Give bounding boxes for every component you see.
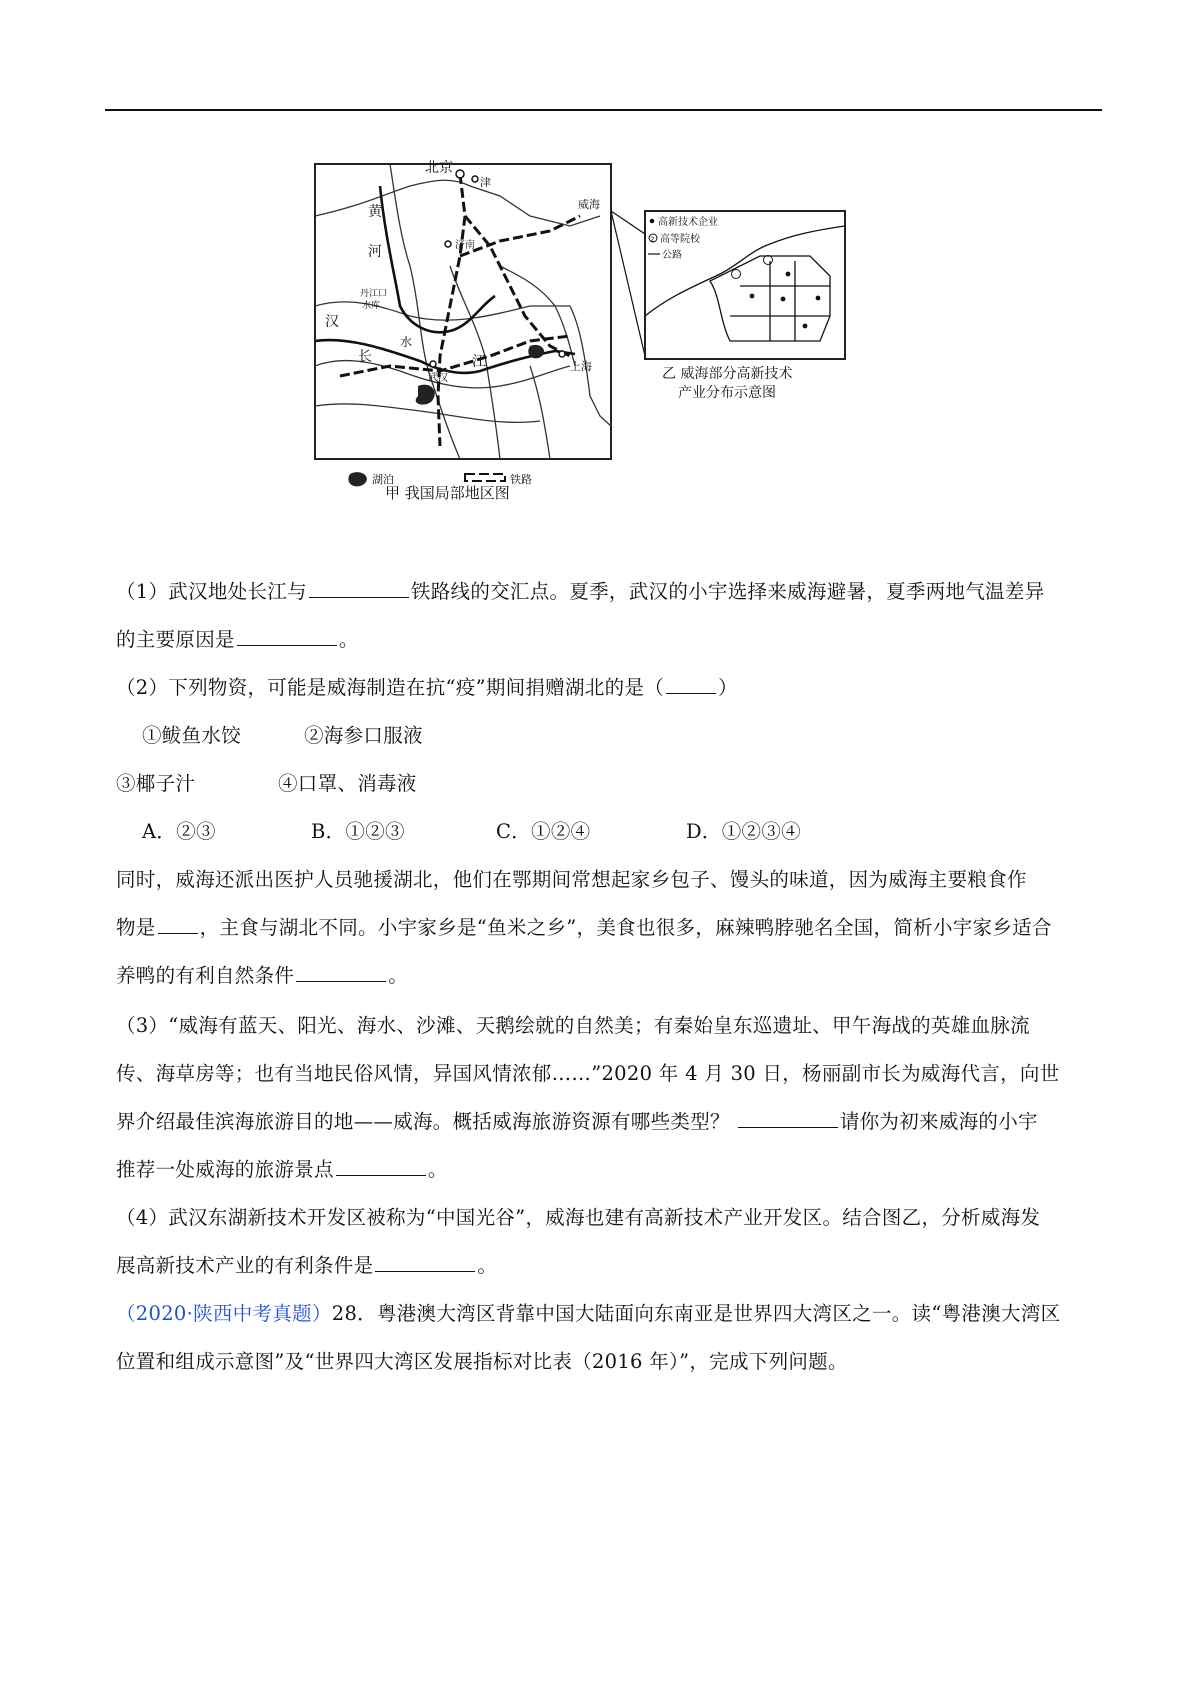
q28-source: （2020·陕西中考真题） bbox=[116, 1302, 332, 1325]
svg-text:公路: 公路 bbox=[662, 250, 682, 261]
railway-legend-icon bbox=[465, 474, 505, 481]
svg-text:高等院校: 高等院校 bbox=[660, 234, 700, 245]
label-han: 汉 bbox=[325, 314, 339, 330]
svg-text:2: 2 bbox=[650, 235, 655, 244]
q2-items-row2 bbox=[116, 768, 417, 796]
q2-option-a[interactable]: A．②③ bbox=[142, 820, 216, 843]
svg-text:铁路: 铁路 bbox=[510, 473, 532, 486]
map-jia-caption: 甲 我国局部地区图 bbox=[385, 484, 510, 502]
q2-options bbox=[142, 816, 801, 844]
label-jin: 津 bbox=[480, 176, 491, 189]
q3-line1: （3）“威海有蓝天、阳光、海水、沙滩、天鹅绘就的自然美；有秦始皇东巡遗址、甲午海战的英雄血脉流 bbox=[116, 1014, 1030, 1037]
label-danjiangkou: 丹江口 bbox=[360, 289, 388, 299]
rivers bbox=[315, 186, 575, 373]
map-figure bbox=[300, 156, 900, 554]
map-yi-caption-2: 产业分布示意图 bbox=[678, 385, 776, 401]
map-yi-caption-1: 乙 威海部分高新技术 bbox=[662, 366, 793, 382]
q1-line1: （1）武汉地处长江与 铁路线的交汇点。夏季，武汉的小宇选择来威海避暑，夏季两地气温差异 bbox=[116, 580, 1045, 603]
q3-blank-types[interactable] bbox=[738, 1126, 838, 1128]
q2-followup-line2: 物是 ，主食与湖北不同。小宇家乡是“鱼米之乡”，美食也很多，麻辣鸭脖驰名全国，简析小宇家乡适合 bbox=[116, 916, 1052, 939]
map-yi-legend bbox=[648, 215, 718, 261]
q2-blank-duck[interactable] bbox=[296, 980, 386, 982]
lake-legend-icon bbox=[348, 472, 366, 486]
q2-item-3: ③椰子汁 bbox=[116, 772, 196, 795]
enterprise-dot-icon bbox=[650, 219, 655, 224]
q1-blank-2[interactable] bbox=[237, 644, 337, 646]
q28-line2: 位置和组成示意图”及“世界四大湾区发展指标对比表（2016 年）”，完成下列问题。 bbox=[116, 1350, 848, 1373]
q2-blank-crop[interactable] bbox=[158, 932, 198, 934]
q2-option-d[interactable]: D．①②③④ bbox=[686, 820, 801, 843]
label-weihai: 威海 bbox=[578, 198, 600, 211]
q3-line3: 界介绍最佳滨海旅游目的地——威海。概括威海旅游资源有哪些类型？ 请你为初来威海的小宇 bbox=[116, 1110, 1038, 1133]
q2-answer-blank[interactable] bbox=[666, 692, 716, 694]
q28-line1: （2020·陕西中考真题）28．粤港澳大湾区背靠中国大陆面向东南亚是世界四大湾区之一。读“粤港澳大湾区 bbox=[116, 1302, 1061, 1325]
q4-blank[interactable] bbox=[375, 1270, 475, 1272]
q2-item-2: ②海参口服液 bbox=[304, 724, 423, 747]
q2-followup-line1: 同时，威海还派出医护人员驰援湖北，他们在鄂期间常想起家乡包子、馒头的味道，因为威海主要粮食作 bbox=[116, 868, 1027, 891]
label-shanghai: 上海 bbox=[570, 360, 592, 373]
q4-line2: 展高新技术产业的有利条件是 。 bbox=[116, 1254, 498, 1277]
label-shui: 水 bbox=[400, 335, 413, 349]
q2-option-c[interactable]: C．①②④ bbox=[496, 820, 591, 843]
label-chang: 长 bbox=[358, 349, 372, 365]
q1-blank-1[interactable] bbox=[309, 596, 409, 598]
label-he: 河 bbox=[368, 244, 382, 260]
label-huang: 黄 bbox=[368, 204, 382, 220]
label-wuhan: 武汉 bbox=[428, 373, 448, 384]
q3-line2: 传、海草房等；也有当地民俗风情，异国风情浓郁……”2020 年 4 月 30 日，杨丽副市长为威海代言，向世 bbox=[116, 1062, 1060, 1085]
label-jiang: 江 bbox=[472, 354, 486, 370]
label-jinan: 济南 bbox=[455, 240, 475, 251]
q2-option-b[interactable]: B．①②③ bbox=[311, 820, 405, 843]
header-rule bbox=[105, 109, 1102, 111]
q3-line4: 推荐一处威海的旅游景点 。 bbox=[116, 1158, 448, 1181]
q2-item-1: ①鲅鱼水饺 bbox=[142, 724, 242, 747]
q1-line2: 的主要原因是 。 bbox=[116, 628, 359, 651]
q4-line1: （4）武汉东湖新技术开发区被称为“中国光谷”，威海也建有高新技术产业开发区。结合图乙，分析威海发 bbox=[116, 1206, 1041, 1229]
q2-item-4: ④口罩、消毒液 bbox=[278, 772, 417, 795]
label-beijing: 北京 bbox=[425, 160, 453, 176]
q3-blank-spot[interactable] bbox=[336, 1174, 426, 1176]
svg-text:高新技术企业: 高新技术企业 bbox=[658, 217, 718, 228]
q2-followup-line3: 养鸭的有利自然条件 。 bbox=[116, 964, 409, 987]
q2-stem: （2）下列物资，可能是威海制造在抗“疫”期间捐赠湖北的是（ ） bbox=[116, 676, 738, 699]
enterprise-dots bbox=[750, 272, 821, 329]
q2-items-row1 bbox=[142, 720, 423, 748]
label-shuiku: 水库 bbox=[362, 301, 381, 311]
svg-text:湖泊: 湖泊 bbox=[372, 473, 394, 486]
